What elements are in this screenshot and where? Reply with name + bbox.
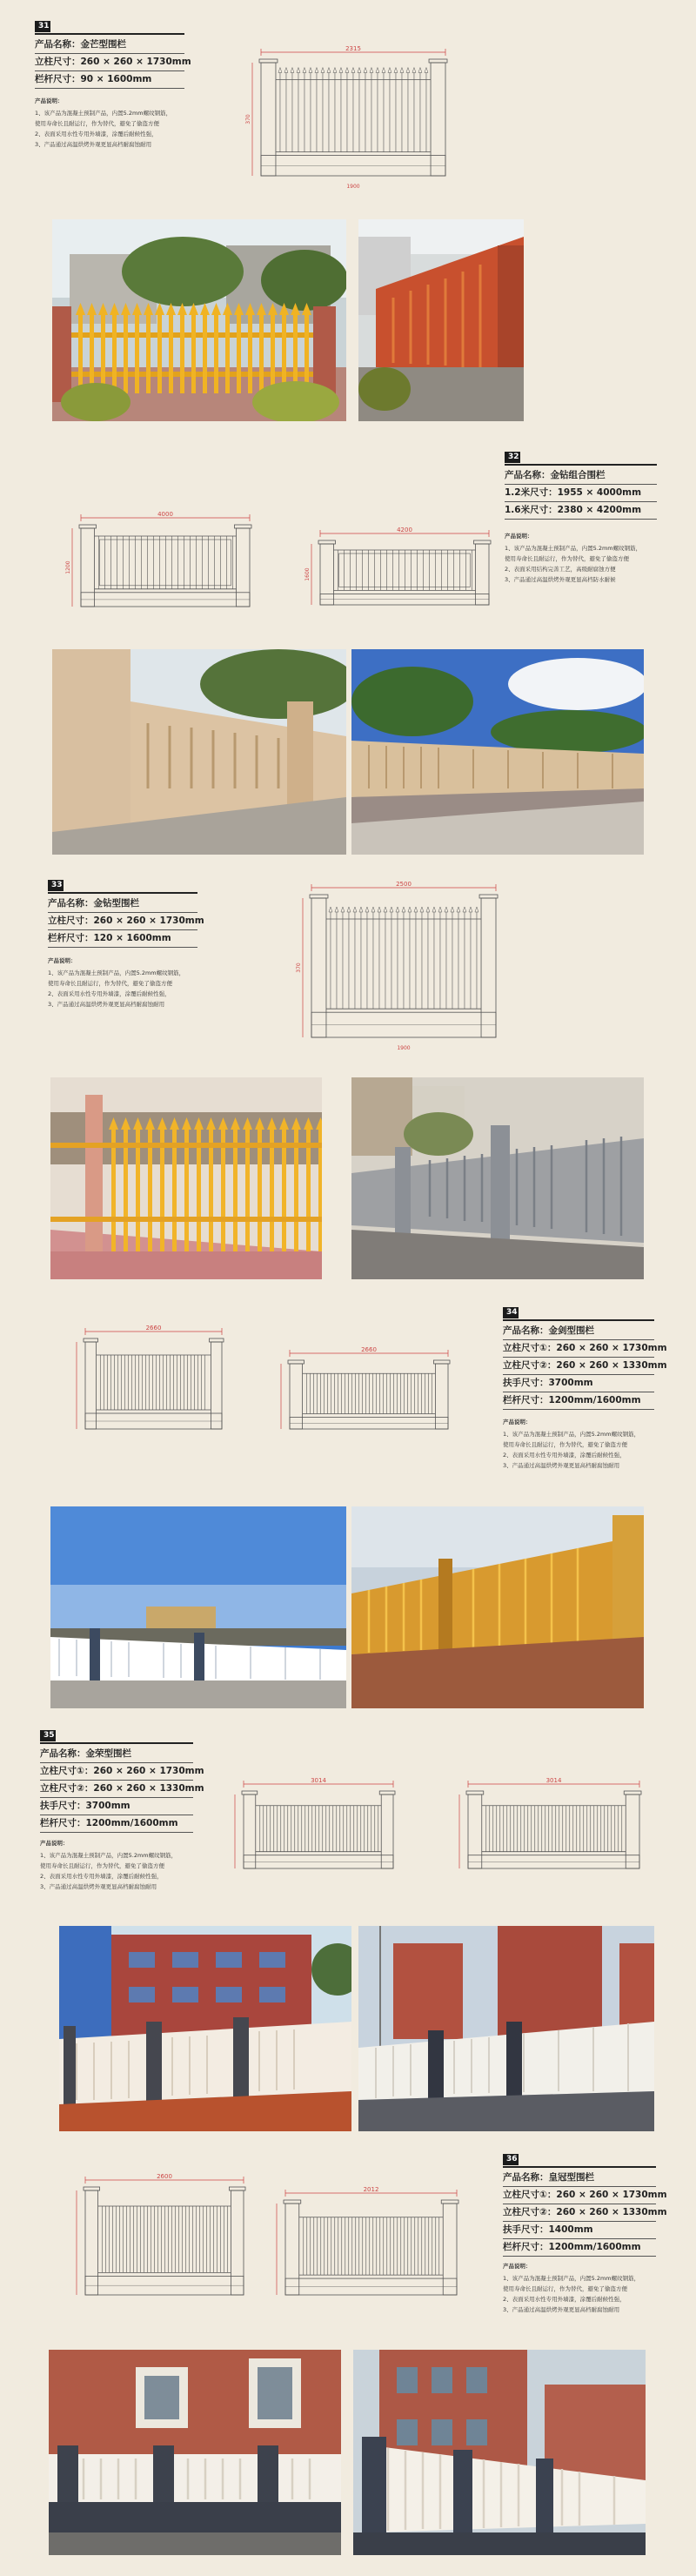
spec-line: 立柱尺寸②：260 × 260 × 1330mm: [503, 1356, 654, 1375]
desc-line: 2、表面采用水性专用外墙漆，涂覆后耐候性强，: [503, 1452, 626, 1459]
product-number: 32: [505, 452, 520, 463]
desc-title: 产品说明：: [503, 1419, 532, 1426]
fence-drawing: [65, 509, 258, 622]
product-number: 35: [40, 1730, 56, 1741]
desc-line: 1、该产品为混凝土预制产品，内置5.2mm螺纹钢筋，: [35, 110, 172, 117]
product-description: [505, 531, 679, 585]
product-description: [40, 1838, 214, 1892]
desc-title: 产品说明：: [505, 533, 533, 540]
spec-line: 立柱尺寸①：260 × 260 × 1730mm: [503, 2185, 656, 2204]
product-description: [503, 1417, 677, 1471]
fence-photo: [50, 1077, 322, 1279]
desc-line: 3、产品通过高温烘烤外观更显高档耐腐蚀耐用: [503, 1462, 620, 1469]
product-description: [503, 2261, 677, 2315]
svg-text:1200: 1200: [65, 560, 71, 574]
fence-photo: [52, 219, 346, 421]
desc-title: 产品说明：: [48, 957, 77, 964]
product-name: 产品名称：金钻组合围栏: [505, 466, 657, 485]
svg-text:2500: 2500: [396, 881, 412, 888]
svg-text:1600: 1600: [304, 567, 311, 581]
svg-text:370: 370: [296, 963, 302, 973]
svg-text:2315: 2315: [345, 45, 361, 52]
desc-line: 3、产品通过高温烘烤外观更显高档耐腐蚀耐用: [40, 1883, 157, 1890]
fence-photo: [49, 2350, 341, 2555]
fence-photo: [358, 1926, 654, 2131]
desc-line: 1、该产品为混凝土预制产品，内置5.2mm螺纹钢筋，: [503, 2275, 640, 2282]
fence-photo: [358, 219, 524, 421]
product-number: 33: [48, 880, 64, 891]
spec-line: 扶手尺寸：3700mm: [40, 1796, 193, 1815]
spec-line: 立柱尺寸②：260 × 260 × 1330mm: [503, 2203, 656, 2222]
desc-line: 1、该产品为混凝土预制产品，内置5.2mm螺纹钢筋，: [48, 969, 185, 976]
fence-drawing: [70, 2171, 252, 2311]
product-number: 36: [503, 2154, 519, 2165]
fence-drawing: [296, 879, 505, 1053]
svg-text:3014: 3014: [545, 1777, 562, 1784]
spec-line: 栏杆尺寸：1200mm/1600mm: [503, 2237, 656, 2257]
product-name: 产品名称：金荣型围栏: [40, 1744, 193, 1763]
svg-text:3014: 3014: [311, 1777, 326, 1784]
svg-text:4200: 4200: [397, 527, 412, 533]
desc-line: 3、产品通过高温烘烤外观更显高档耐腐蚀耐用: [48, 1001, 165, 1008]
product-number: 31: [35, 21, 50, 32]
desc-line: 使用寿命长且耐运行，作为替代，避免了偷盗方便: [505, 555, 629, 562]
desc-line: 使用寿命长且耐运行，作为替代，避免了偷盗方便: [35, 120, 159, 127]
desc-line: 2、表面采用水性专用外墙漆，涂覆后耐候性强，: [503, 2296, 626, 2303]
spec-line: 立柱尺寸：260 × 260 × 1730mm: [35, 52, 184, 71]
fence-photo: [59, 1926, 351, 2131]
product-name: 产品名称：金剑型围栏: [503, 1321, 654, 1340]
fence-drawing: [245, 44, 454, 191]
fence-photo: [50, 1506, 346, 1708]
desc-line: 3、产品通过高温烘烤外观更显高档耐腐蚀耐用: [503, 2306, 620, 2313]
spec-line: 栏杆尺寸：120 × 1600mm: [48, 929, 197, 948]
desc-line: 2、表面采用水性专用外墙漆，涂覆后耐候性强，: [35, 131, 157, 138]
spec-line: 立柱尺寸②：260 × 260 × 1330mm: [40, 1779, 193, 1798]
svg-text:370: 370: [245, 114, 251, 124]
desc-title: 产品说明：: [503, 2263, 532, 2270]
fence-drawing: [228, 1775, 402, 1884]
desc-line: 1、该产品为混凝土预制产品，内置5.2mm螺纹钢筋，: [40, 1852, 177, 1859]
fence-photo: [351, 1506, 644, 1708]
fence-photo: [52, 649, 346, 855]
spec-line: 立柱尺寸①：260 × 260 × 1730mm: [40, 1761, 193, 1781]
fence-drawing: [304, 525, 498, 621]
spec-line: 1.2米尺寸：1955 × 4000mm: [505, 483, 657, 502]
spec-line: 立柱尺寸①：260 × 260 × 1730mm: [503, 1338, 654, 1358]
product-number: 34: [503, 1307, 519, 1318]
desc-title: 产品说明：: [40, 1840, 69, 1847]
product-name: 产品名称：皇冠型围栏: [503, 2168, 656, 2187]
spec-line: 栏杆尺寸：90 × 1600mm: [35, 70, 184, 89]
svg-text:2012: 2012: [363, 2186, 379, 2193]
desc-line: 1、该产品为混凝土预制产品，内置5.2mm螺纹钢筋，: [505, 545, 642, 552]
product-name: 产品名称：金钻型围栏: [48, 894, 197, 913]
desc-line: 使用寿命长且耐运行，作为替代，避免了偷盗方便: [503, 2285, 627, 2292]
fence-drawing: [270, 2184, 465, 2311]
svg-text:2600: 2600: [157, 2173, 172, 2180]
product-name: 产品名称：金芒型围栏: [35, 35, 184, 54]
product-description: [35, 96, 209, 150]
svg-text:1900: 1900: [346, 184, 360, 190]
desc-line: 1、该产品为混凝土预制产品，内置5.2mm螺纹钢筋，: [503, 1431, 640, 1438]
desc-line: 3、产品通过高温烘烤外观更显高档耐腐蚀耐用: [35, 141, 152, 148]
desc-line: 2、表面采用水性专用外墙漆，涂覆后耐候性强，: [48, 990, 171, 997]
spec-line: 扶手尺寸：3700mm: [503, 1373, 654, 1392]
fence-drawing: [274, 1345, 457, 1445]
fence-drawing: [70, 1323, 231, 1445]
spec-line: 栏杆尺寸：1200mm/1600mm: [40, 1814, 193, 1833]
fence-photo: [353, 2350, 646, 2555]
svg-text:4000: 4000: [157, 511, 173, 518]
svg-text:2660: 2660: [361, 1346, 377, 1353]
desc-line: 使用寿命长且耐运行，作为替代，避免了偷盗方便: [40, 1862, 164, 1869]
spec-line: 扶手尺寸：1400mm: [503, 2220, 656, 2239]
desc-line: 使用寿命长且耐运行，作为替代，避免了偷盗方便: [48, 980, 172, 987]
desc-line: 2、表面采用水性专用外墙漆，涂覆后耐候性强，: [40, 1873, 163, 1880]
svg-text:2660: 2660: [145, 1325, 162, 1332]
fence-photo: [351, 1077, 644, 1279]
spec-line: 立柱尺寸：260 × 260 × 1730mm: [48, 911, 197, 930]
desc-line: 2、表面采用结构完善工艺，高级耐腐蚀方便: [505, 566, 616, 573]
spec-line: 栏杆尺寸：1200mm/1600mm: [503, 1391, 654, 1410]
product-description: [48, 956, 222, 1010]
spec-line: 1.6米尺寸：2380 × 4200mm: [505, 500, 657, 520]
desc-line: 3、产品通过高温烘烤外观更显高档防水耐候: [505, 576, 616, 583]
fence-photo: [351, 649, 644, 855]
svg-text:1900: 1900: [397, 1045, 411, 1051]
desc-title: 产品说明：: [35, 97, 64, 104]
fence-drawing: [452, 1775, 648, 1884]
desc-line: 使用寿命长且耐运行，作为替代，避免了偷盗方便: [503, 1441, 627, 1448]
